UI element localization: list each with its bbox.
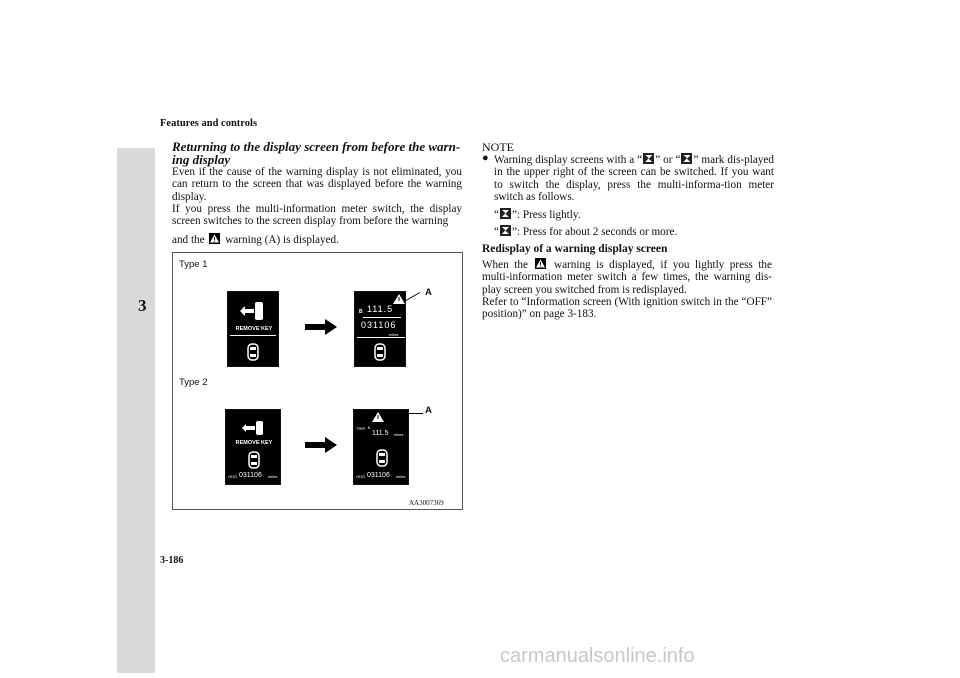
remove-key-text: REMOVE KEY [235, 440, 273, 446]
warning-icon [209, 233, 220, 244]
bullet-icon: ● [482, 152, 489, 164]
car-icon [247, 450, 261, 470]
switch-mark-icon [681, 153, 692, 164]
type1-label: Type 1 [179, 259, 208, 270]
trip-label: TRIP [356, 426, 366, 431]
type1-warning-screen [354, 291, 406, 367]
press-2sec-text: ”: Press for about 2 seconds or more. [511, 226, 678, 238]
warning-icon [372, 412, 384, 422]
type2-remove-key-screen [225, 409, 281, 485]
odo-value: 031106 [361, 320, 397, 330]
unit-label: miles [268, 474, 278, 479]
car-icon [373, 342, 387, 362]
para4-start: When the [482, 259, 528, 271]
callout-a: A [425, 287, 432, 298]
unit-label: miles [394, 432, 404, 437]
divider [363, 317, 401, 318]
remove-key-text: REMOVE KEY [235, 326, 273, 332]
paragraph-5: Refer to “Information screen (With ignition switch in the “OFF” position)” on page 3-183. [482, 296, 772, 321]
odo-label: ODO [356, 474, 366, 479]
bullet-text-1: Warning display screens with a “ [494, 154, 643, 166]
chapter-tab [117, 148, 155, 673]
trip-b-badge: B [368, 426, 371, 430]
running-header: Features and controls [160, 118, 258, 129]
callout-line [406, 292, 420, 301]
car-icon [375, 448, 389, 468]
note-title: NOTE [482, 140, 514, 154]
type1-remove-key-screen [227, 291, 279, 367]
odo-label: ODO [228, 474, 238, 479]
para4-rest: warning is displayed, if you lightly press the multi-information meter switch a few times, the warning dis-play screen you switched from is redisplayed. [482, 259, 772, 296]
unit-label: miles [389, 332, 399, 337]
press-lightly-line [494, 208, 774, 221]
key-icon [238, 296, 270, 326]
odo-value: 031106 [367, 472, 390, 479]
para3-after: warning (A) is displayed. [225, 234, 339, 246]
trip-b-badge: B [359, 309, 363, 315]
paragraph-1: Even if the cause of the warning display is not eliminated, you can return to the screen that was displayed before the warning display. [172, 166, 462, 203]
trip-value: 111.5 [367, 304, 394, 314]
callout-a: A [425, 405, 432, 416]
subheading: Redisplay of a warning display screen [482, 243, 668, 255]
divider [230, 335, 276, 336]
press-lightly-text: ”: Press lightly. [511, 209, 581, 221]
type2-warning-screen [353, 409, 409, 485]
warning-icon [535, 258, 546, 269]
page-number: 3-186 [160, 555, 184, 566]
press-2sec-line [494, 225, 774, 238]
car-icon [246, 342, 260, 362]
callout-line [409, 413, 423, 414]
arrow-right-icon [305, 437, 337, 453]
figure-code: AA3007369 [409, 499, 444, 507]
quote-open: “ [494, 226, 499, 238]
arrow-right-icon [305, 319, 337, 335]
quote-open: “ [494, 209, 499, 221]
note-bullet-text [494, 153, 774, 204]
type2-label: Type 2 [179, 377, 208, 388]
paragraph-4 [482, 258, 772, 296]
paragraph-3 [172, 233, 462, 246]
unit-label: miles [396, 474, 406, 479]
figure-box [172, 252, 463, 510]
divider [357, 337, 405, 338]
paragraph-2: If you press the multi-information meter switch, the display screen switches to the screen display from before the warning [172, 203, 462, 228]
switch-mark-icon [643, 153, 654, 164]
switch-mark-icon [500, 208, 511, 219]
odo-value: 031106 [239, 472, 262, 479]
key-icon [240, 418, 268, 438]
chapter-number: 3 [138, 296, 147, 315]
bullet-text-3: ” mark dis-played in the upper right of the screen can be switched. If you want to switch the display, press the multi-informa-tion meter switch as follows. [494, 154, 774, 204]
watermark: carmanualsonline.info [500, 645, 695, 667]
warning-icon [393, 294, 405, 304]
bullet-text-2: ” or “ [655, 154, 681, 166]
section-heading: Returning to the display screen from before the warn-ing display [172, 139, 461, 167]
switch-mark-icon [500, 225, 511, 236]
para3-before: and the [172, 234, 205, 246]
trip-value: 111.5 [372, 430, 389, 437]
